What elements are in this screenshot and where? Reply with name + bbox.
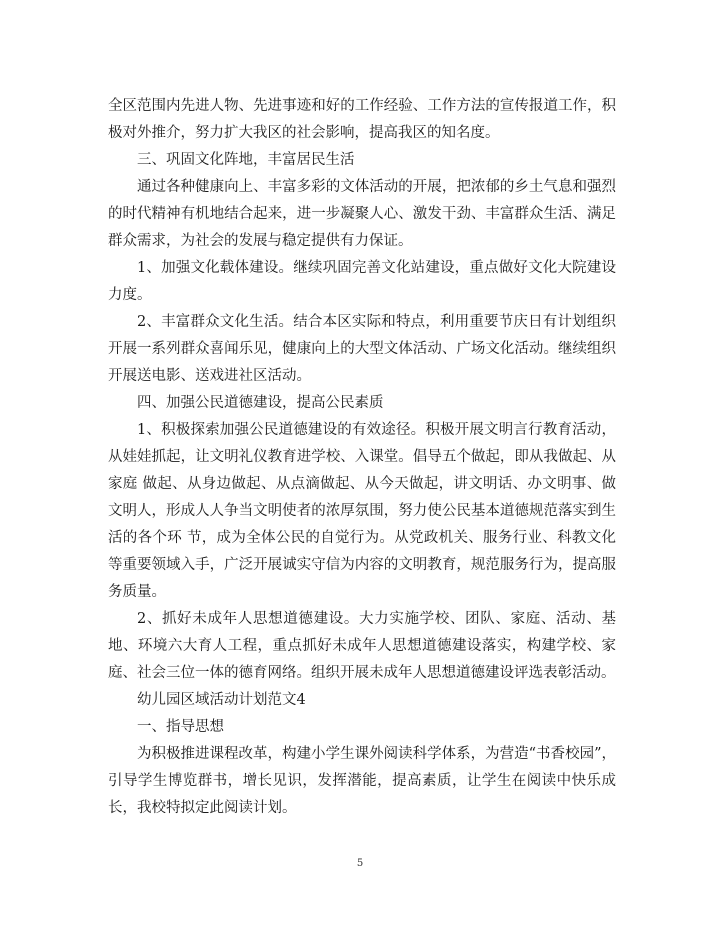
page-number: 5 xyxy=(356,858,364,869)
paragraph-2: 通过各种健康向上、丰富多彩的文体活动的开展，把浓郁的乡土气息和强烈的时代精神有机地结合起来，进一步凝聚人心、激发干劲、丰富群众生活、满足群众需求，为社会的发展与稳定提供有力保证。 xyxy=(108,179,616,249)
paragraph-5: 1、积极探索加强公民道德建设的有效途径。积极开展文明言行教育活动，从娃娃抓起，让文明礼仪教育进学校、入课堂。倡导五个做起，即从我做起、从家庭 做起、从身边做起、从点滴做起、从今天做起，讲文明话、办文明事、做文明人，形成人人争当文明使者的浓厚氛围，努力使公民基本道德规范落实到生活的各个环 节，成为全体公民的自觉行为。从党政机关、服务行业、科教文化等重要领域入手，广泛开展诚实守信为内容的文明教育，规范服务行为，提高服务质量。 xyxy=(108,422,616,600)
section-heading-3: 三、巩固文化阵地，丰富居民生活 xyxy=(137,152,355,168)
paragraph-6: 2、抓好未成年人思想道德建设。大力实施学校、团队、家庭、活动、基地、环境六大育人工程，重点抓好未成年人思想道德建设落实，构建学校、家庭、社会三位一体的德育网络。组织开展未成年人思想道德建设评选表彰活动。 xyxy=(108,611,616,681)
paragraph-3: 1、加强文化载体建设。继续巩固完善文化站建设，重点做好文化大院建设力度。 xyxy=(108,260,616,303)
paragraph-4: 2、丰富群众文化生活。结合本区实际和特点，利用重要节庆日有计划组织开展一系列群众喜闻乐见，健康向上的大型文体活动、广场文化活动。继续组织开展送电影、送戏进社区活动。 xyxy=(108,314,616,384)
document-title: 幼儿园区域活动计划范文4 xyxy=(137,692,306,708)
paragraph-7: 为积极推进课程改革，构建小学生课外阅读科学体系，为营造“书香校园”，引导学生博览群书，增长见识，发挥潜能，提高素质，让学生在阅读中快乐成长，我校特拟定此阅读计划。 xyxy=(108,746,616,816)
section-heading-1: 一、指导思想 xyxy=(137,719,224,735)
paragraph-1: 全区范围内先进人物、先进事迹和好的工作经验、工作方法的宣传报道工作，积极对外推介，努力扩大我区的社会影响，提高我区的知名度。 xyxy=(108,98,616,141)
document-body xyxy=(108,93,616,822)
section-heading-4: 四、加强公民道德建设，提高公民素质 xyxy=(137,395,384,411)
